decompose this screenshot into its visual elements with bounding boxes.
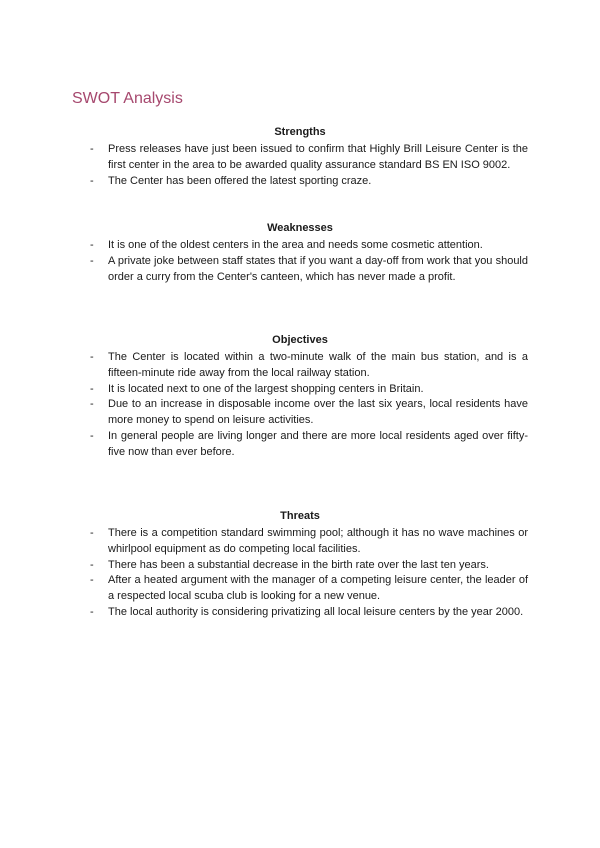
objectives-list bbox=[72, 350, 528, 461]
bullet-dash: - bbox=[90, 527, 94, 539]
objectives-item bbox=[72, 382, 528, 398]
objectives-item-text: In general people are living longer and there are more local residents aged over fifty-five now than ever before. bbox=[108, 429, 528, 458]
threats-item-text: There is a competition standard swimming pool; although it has no wave machines or whirlpool equipment as do competing local facilities. bbox=[108, 527, 528, 555]
weaknesses-item-text: It is one of the oldest centers in the area and needs some cosmetic attention. bbox=[108, 239, 483, 251]
strengths-item bbox=[72, 142, 528, 174]
bullet-dash: - bbox=[90, 143, 94, 155]
weaknesses-item-text: A private joke between staff states that if you want a day-off from work that you should order a curry from the Center's canteen, which has never made a profit. bbox=[108, 254, 528, 283]
bullet-dash: - bbox=[90, 351, 94, 363]
objectives-heading: Objectives bbox=[272, 334, 328, 346]
objectives-item bbox=[72, 350, 528, 382]
bullet-dash: - bbox=[90, 174, 94, 187]
objectives-item bbox=[72, 397, 528, 429]
strengths-heading: Strengths bbox=[274, 126, 326, 138]
threats-item-text: The local authority is considering privatizing all local leisure centers by the year 2000. bbox=[108, 605, 524, 618]
strengths-item-text: Press releases have just been issued to confirm that Highly Brill Leisure Center is the first center in the area to be awarded quality assurance standard BS EN ISO 9002. bbox=[108, 143, 528, 171]
objectives-item-text: The Center is located within a two-minute walk of the main bus station, and is a fifteen-minute ride away from the local railway station. bbox=[108, 351, 528, 379]
bullet-dash: - bbox=[90, 605, 94, 618]
weaknesses-item bbox=[72, 254, 528, 286]
bullet-dash: - bbox=[90, 574, 94, 587]
strengths-item bbox=[72, 174, 528, 190]
strengths-section bbox=[72, 125, 528, 189]
threats-item-text: There has been a substantial decrease in the birth rate over the last ten years. bbox=[108, 558, 489, 571]
threats-item bbox=[72, 605, 528, 621]
objectives-item-text: It is located next to one of the largest shopping centers in Britain. bbox=[108, 382, 424, 395]
bullet-dash: - bbox=[90, 398, 94, 411]
weaknesses-list bbox=[72, 238, 528, 285]
weaknesses-item bbox=[72, 238, 528, 254]
threats-item-text: After a heated argument with the manager of a competing leisure center, the leader of a respected local scuba club is looking for a new venue. bbox=[108, 574, 528, 603]
objectives-item-text: Due to an increase in disposable income over the last six years, local residents have more money to spend on leisure activities. bbox=[108, 398, 528, 427]
weaknesses-section bbox=[72, 221, 528, 285]
objectives-item bbox=[72, 429, 528, 461]
strengths-list bbox=[72, 142, 528, 189]
bullet-dash: - bbox=[90, 239, 94, 251]
threats-section bbox=[72, 509, 528, 621]
strengths-item-text: The Center has been offered the latest sporting craze. bbox=[108, 174, 372, 187]
weaknesses-heading: Weaknesses bbox=[267, 222, 333, 234]
threats-list bbox=[72, 526, 528, 621]
bullet-dash: - bbox=[90, 254, 94, 267]
threats-item bbox=[72, 526, 528, 558]
objectives-section bbox=[72, 333, 528, 461]
bullet-dash: - bbox=[90, 429, 94, 442]
bullet-dash: - bbox=[90, 558, 94, 571]
bullet-dash: - bbox=[90, 382, 94, 395]
threats-heading: Threats bbox=[280, 510, 320, 522]
threats-item bbox=[72, 573, 528, 605]
document-title: SWOT Analysis bbox=[72, 90, 183, 107]
threats-item bbox=[72, 558, 528, 574]
